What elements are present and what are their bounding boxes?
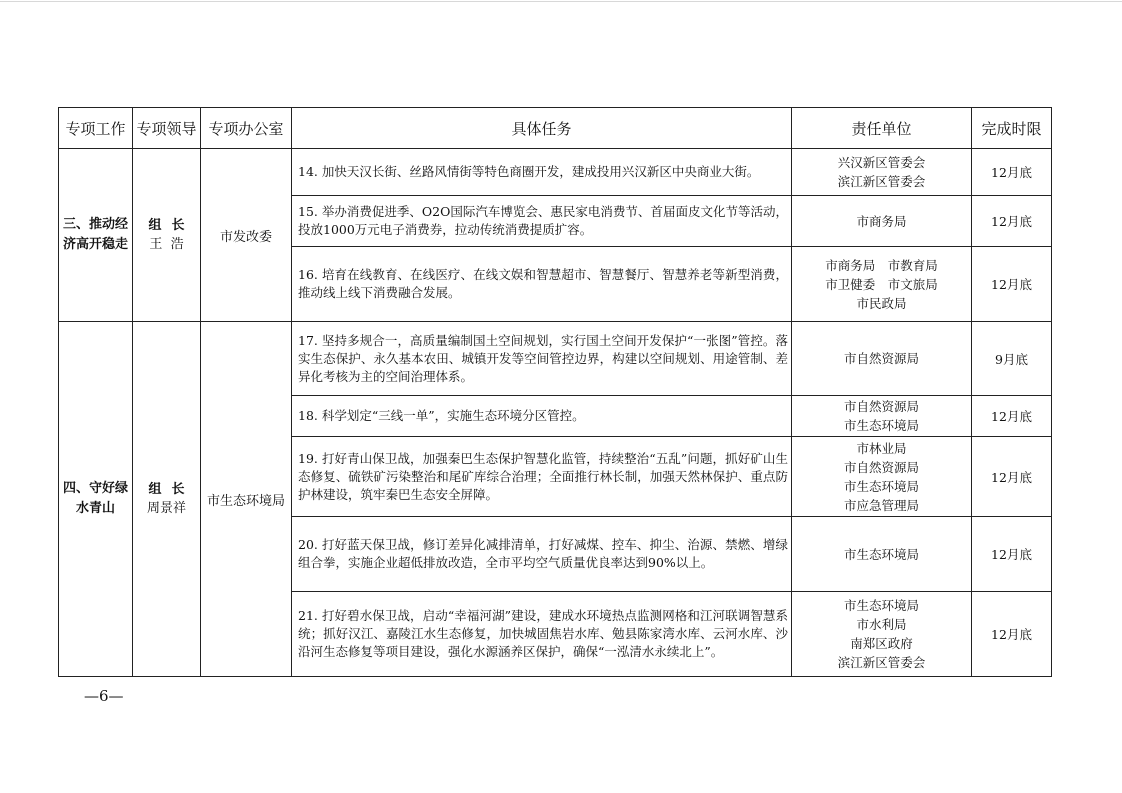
unit-line: 南郑区政府 [850, 636, 913, 651]
table-row [59, 322, 1052, 396]
header-leader: 专项领导 [133, 108, 201, 149]
leader-name: 周景祥 [146, 501, 186, 516]
unit-cell [792, 517, 972, 592]
unit-line: 滨江新区管委会 [837, 174, 926, 189]
task-cell: 15. 举办消费促进季、O2O国际汽车博览会、惠民家电消费节、首届面皮文化节等活动，投放1000万元电子消费券，拉动传统消费提质扩容。 [292, 196, 792, 247]
unit-line: 市生态环境局 [843, 478, 919, 494]
task-cell: 14. 加快天汉长街、丝路风情街等特色商圈开发，建成投用兴汉新区中央商业大街。 [292, 149, 792, 196]
work-cell: 四、守好绿水青山 [59, 322, 133, 677]
task-cell: 18. 科学划定“三线一单”，实施生态环境分区管控。 [292, 396, 792, 437]
unit-line: 市商务局 [856, 213, 907, 229]
unit-line: 市林业局 [856, 440, 907, 456]
header-work: 专项工作 [59, 108, 133, 149]
leader-name: 王 浩 [149, 237, 184, 252]
deadline-cell: 12月底 [972, 592, 1052, 677]
header-row [59, 108, 1052, 149]
unit-line: 市应急管理局 [843, 497, 919, 513]
unit-line: 市民政局 [856, 295, 907, 311]
unit-cell [792, 437, 972, 517]
task-table [58, 107, 1052, 677]
header-deadline: 完成时限 [972, 108, 1052, 149]
unit-line: 市生态环境局 [843, 418, 919, 433]
task-cell: 16. 培育在线教育、在线医疗、在线文娱和智慧超市、智慧餐厅、智慧养老等新型消费，推动线上线下消费融合发展。 [292, 247, 792, 322]
unit-line: 市自然资源局 [843, 399, 919, 414]
unit-cell [792, 196, 972, 247]
unit-cell [792, 149, 972, 196]
header-unit: 责任单位 [792, 108, 972, 149]
leader-cell [133, 322, 201, 677]
page-number: —6— [84, 687, 124, 705]
task-cell: 19. 打好青山保卫战，加强秦巴生态保护智慧化监管，持续整治“五乱”问题，抓好矿山生态修复、硫铁矿污染整治和尾矿库综合治理；全面推行林长制，加强天然林保护、重点防护林建设，筑牢秦巴生态安全屏障。 [292, 437, 792, 517]
office-cell: 市发改委 [201, 149, 292, 322]
deadline-cell: 9月底 [972, 322, 1052, 396]
table-row [59, 149, 1052, 196]
unit-line: 兴汉新区管委会 [837, 155, 926, 170]
unit-line: 市水利局 [856, 617, 907, 632]
task-cell: 20. 打好蓝天保卫战，修订差异化减排清单，打好减煤、控车、抑尘、治源、禁燃、增绿组合拳，实施企业超低排放改造，全市平均空气质量优良率达到90%以上。 [292, 517, 792, 592]
unit-cell [792, 592, 972, 677]
unit-cell [792, 396, 972, 437]
header-task: 具体任务 [292, 108, 792, 149]
unit-cell [792, 322, 972, 396]
unit-cell [792, 247, 972, 322]
deadline-cell: 12月底 [972, 247, 1052, 322]
unit-line: 市生态环境局 [843, 598, 919, 613]
task-cell: 17. 坚持多规合一，高质量编制国土空间规划，实行国土空间开发保护“一张图”管控。落实生态保护、永久基本农田、城镇开发等空间管控边界，构建以空间规划、用途管制、差异化考核为主的空间治理体系。 [292, 322, 792, 396]
unit-line: 市自然资源局 [843, 351, 919, 366]
deadline-cell: 12月底 [972, 517, 1052, 592]
task-cell: 21. 打好碧水保卫战，启动“幸福河湖”建设，建成水环境热点监测网格和江河联调智慧系统；抓好汉江、嘉陵江水生态修复，加快城固焦岩水库、勉县陈家湾水库、云河水库、沙沿河生态修复等项目建设，强化水源涵养区保护，确保“一泓清水永续北上”。 [292, 592, 792, 677]
work-cell: 三、推动经济高开稳走 [59, 149, 133, 322]
office-cell: 市生态环境局 [201, 322, 292, 677]
unit-line: 市卫健委 市文旅局 [825, 276, 938, 292]
top-rule [0, 1, 1122, 2]
deadline-cell: 12月底 [972, 396, 1052, 437]
unit-line: 市自然资源局 [843, 459, 919, 475]
unit-line: 市商务局 市教育局 [825, 257, 938, 273]
leader-cell [133, 149, 201, 322]
deadline-cell: 12月底 [972, 437, 1052, 517]
leader-role: 组长 [148, 218, 195, 233]
unit-line: 市生态环境局 [843, 546, 919, 562]
deadline-cell: 12月底 [972, 196, 1052, 247]
leader-role: 组长 [148, 482, 195, 497]
header-office: 专项办公室 [201, 108, 292, 149]
unit-line: 滨江新区管委会 [837, 655, 926, 670]
deadline-cell: 12月底 [972, 149, 1052, 196]
